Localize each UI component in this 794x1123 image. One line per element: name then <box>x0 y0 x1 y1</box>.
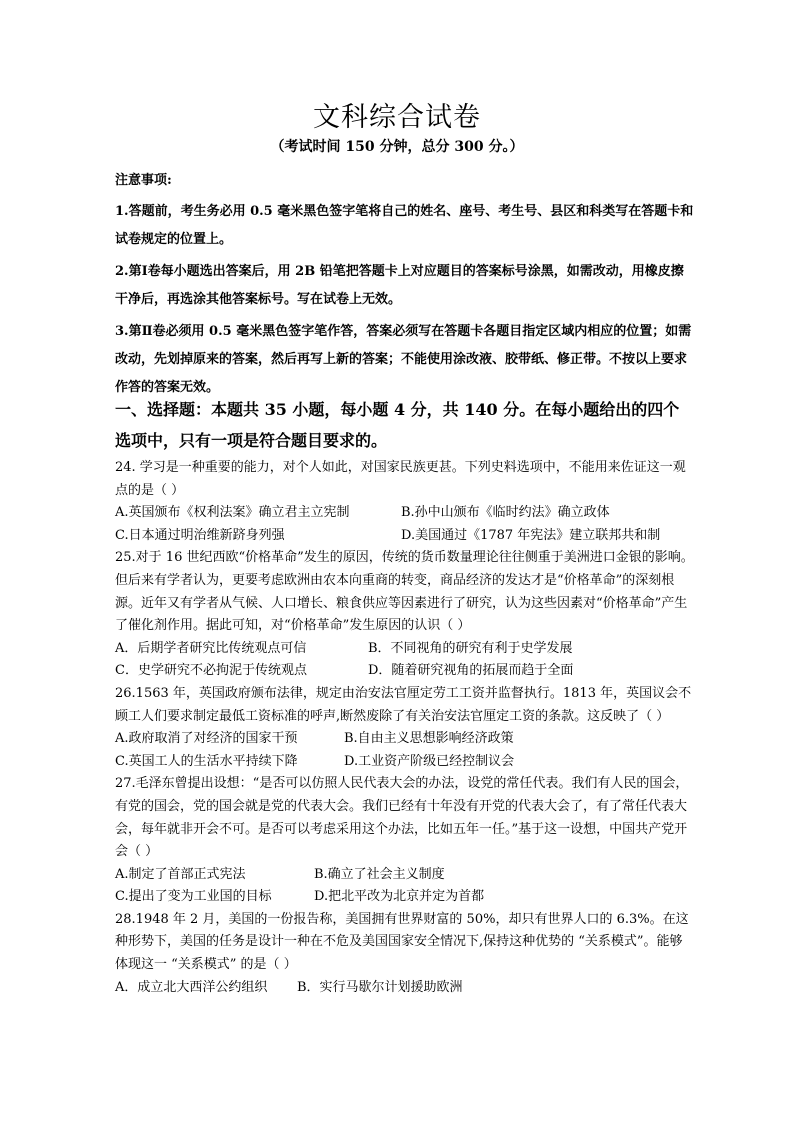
section-heading: 一、选择题：本题共 35 小题，每小题 4 分，共 140 分。在每小题给出的四个选项中，只有一项是符合题目要求的。 <box>115 400 680 450</box>
option-b: B．不同视角的研究有利于史学发展 <box>368 640 573 656</box>
option-a: A.政府取消了对经济的国家干预 <box>115 731 298 747</box>
notes-item: 1.答题前，考生务必用 0.5 毫米黑色签字笔将自己的姓名、座号、考生号、县区和科类写在答题卡和试卷规定的位置上。 <box>115 204 694 247</box>
question-options <box>115 502 695 547</box>
question-options <box>115 638 695 683</box>
option-b: B.自由主义思想影响经济政策 <box>344 731 514 747</box>
option-b: B．实行马歇尔计划援助欧洲 <box>297 979 463 995</box>
option-c: C.英国工人的生活水平持续下降 <box>115 753 298 769</box>
page-title: 文科综合试卷 <box>313 102 481 133</box>
page-subtitle: （考试时间 150 分钟，总分 300 分。） <box>270 139 524 155</box>
option-d: D.美国通过《1787 年宪法》建立联邦共和制 <box>401 527 661 543</box>
question-options <box>115 864 695 909</box>
option-b: B.孙中山颁布《临时约法》确立政体 <box>401 505 610 521</box>
question-stem: 28.1948 年 2 月，美国的一份报告称，美国拥有世界财富的 50%，却只有世界人口的 6.3%。在这种形势下，美国的任务是设计一种在不危及美国国家安全情况下,保持这种优势的 “关系模式”。能够体现这一 “关系模式” 的是（ ） <box>115 911 689 973</box>
option-c: C．史学研究不必拘泥于传统观点 <box>115 663 307 679</box>
option-a: A.制定了首部正式宪法 <box>115 866 246 882</box>
option-d: D.工业资产阶级已经控制议会 <box>344 753 515 769</box>
option-c: C.日本通过明治维新跻身列强 <box>115 527 285 543</box>
question-stem: 25.对于 16 世纪西欧“价格革命”发生的原因，传统的货币数量理论往往侧重于美洲进口金银的影响。但后来有学者认为，更要考虑欧洲由农本向重商的转变，商品经济的发达才是“价格革命”的深刻根源。近年又有学者从气候、人口增长、粮食供应等因素进行了研究，认为这些因素对“价格革命”产生了催化剂作用。据此可知，对“价格革命”发生原因的认识（ ） <box>115 550 694 634</box>
option-a: A.英国颁布《权利法案》确立君主立宪制 <box>115 505 350 521</box>
notes-heading: 注意事项: <box>115 173 172 188</box>
question-list <box>115 457 695 999</box>
option-d: D.把北平改为北京并定为首都 <box>314 889 485 905</box>
notes-item: 2.第Ⅰ卷每小题选出答案后，用 2B 铅笔把答题卡上对应题目的答案标号涂黑，如需改动，用橡皮擦干净后，再选涂其他答案标号。写在试卷上无效。 <box>115 264 684 307</box>
question-27 <box>115 773 695 909</box>
notes-item: 3.第Ⅱ卷必须用 0.5 毫米黑色签字笔作答，答案必须写在答题卡各题目指定区域内相应的位置；如需改动，先划掉原来的答案，然后再写上新的答案；不能使用涂改液、胶带纸、修正带。不按以上要求作答的答案无效。 <box>115 324 692 395</box>
question-24 <box>115 457 695 547</box>
question-25 <box>115 547 695 683</box>
question-stem: 27.毛泽东曾提出设想：“是否可以仿照人民代表大会的办法，设党的常任代表。我们有人民的国会，有党的国会，党的国会就是党的代表大会。我们已经有十年没有开党的代表大会了，有了常任代表大会，每年就非开会不可。是否可以考虑采用这个办法，比如五年一任。”基于这一设想，中国共产党开会（ ） <box>115 776 689 860</box>
question-stem: 24. 学习是一种重要的能力，对个人如此，对国家民族更甚。下列史料选项中，不能用来佐证这一观点的是（ ） <box>115 460 686 498</box>
question-options <box>115 728 695 773</box>
option-a: A．后期学者研究比传统观点可信 <box>115 640 307 656</box>
question-26 <box>115 683 695 773</box>
question-stem: 26.1563 年，英国政府颁布法律，规定由治安法官厘定劳工工资并监督执行。1813 年，英国议会不顾工人们要求制定最低工资标准的呼声,断然废除了有关治安法官厘定工资的条款。这反映了（ ） <box>115 685 692 724</box>
question-28 <box>115 909 695 999</box>
option-c: C.提出了变为工业国的目标 <box>115 889 272 905</box>
question-options <box>115 977 695 1000</box>
option-d: D．随着研究视角的拓展而趋于全面 <box>368 663 574 679</box>
option-b: B.确立了社会主义制度 <box>314 866 445 882</box>
option-a: A．成立北大西洋公约组织 <box>115 979 268 995</box>
notes-block <box>115 168 695 402</box>
